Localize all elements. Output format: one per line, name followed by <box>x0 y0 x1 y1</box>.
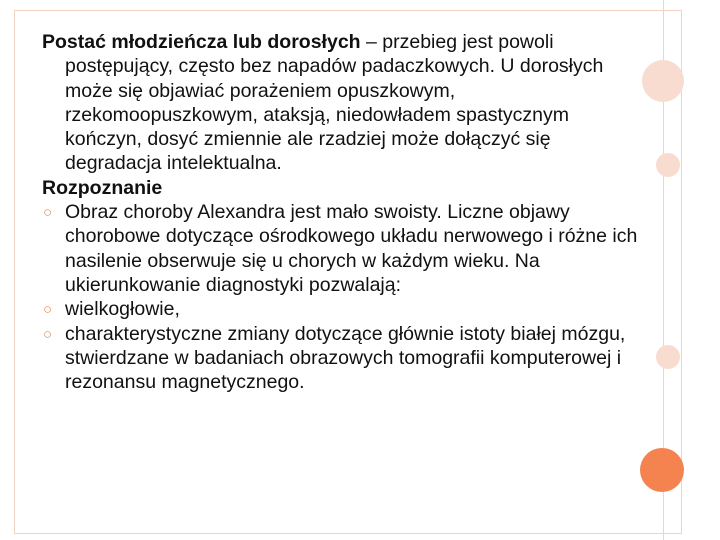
list-item-text: wielkogłowie, <box>65 298 180 321</box>
decorative-circle-small <box>656 345 680 369</box>
list-item <box>42 200 642 297</box>
intro-lead: Postać młodzieńcza lub dorosłych <box>42 31 361 53</box>
decorative-circle-small <box>656 153 680 177</box>
bullet-list <box>42 200 642 394</box>
list-item-text: Obraz choroby Alexandra jest mało swoisty. Liczne objawy chorobowe dotyczące ośrodkowego układu nerwowego i różne ich nasilenie obserwuje się u chorych w każdym wieku. Na ukierunkowanie diagnostyki pozwalają: <box>65 201 638 296</box>
circle-outline-icon: ○ <box>43 301 53 319</box>
slide-content <box>42 30 642 394</box>
list-item-text: charakterystyczne zmiany dotyczące głównie istoty białej mózgu, stwierdzane w badaniach obrazowych tomografii komputerowej i rezonansu magnetycznego. <box>65 322 626 394</box>
circle-outline-icon: ○ <box>43 204 53 222</box>
circle-outline-icon: ○ <box>43 325 53 343</box>
decorative-circle-accent <box>640 448 684 492</box>
intro-text: – przebieg jest powoli postępujący, często bez napadów padaczkowych. U dorosłych może się objawiać porażeniem opuszkowym, rzekomoopuszkowym, ataksją, niedowładem spastycznym kończyn, dosyć zmiennie ale rzadziej może dołączyć się degradacja intelektualna. <box>65 31 604 175</box>
list-item <box>42 322 642 395</box>
intro-paragraph <box>42 30 642 176</box>
decorative-circle-large <box>642 60 684 102</box>
list-item <box>42 297 642 321</box>
section-heading: Rozpoznanie <box>42 176 163 199</box>
